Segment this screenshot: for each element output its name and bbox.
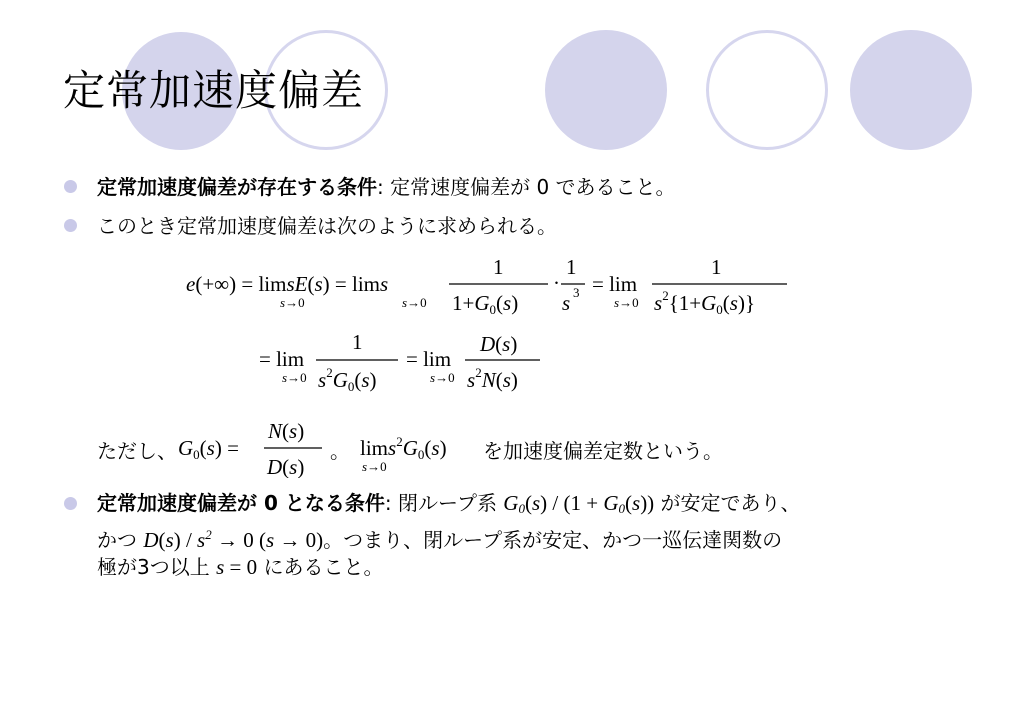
- d-over-s2-expression: $D(s) / s^2 \to 0$ (s → 0): [143, 527, 324, 552]
- svg-text:s→0: s→0: [402, 295, 427, 310]
- svg-text:= lim: = lim: [406, 347, 452, 371]
- svg-text:= lim: = lim: [259, 347, 305, 371]
- bullet-3-line3-end: にあること。: [257, 555, 384, 579]
- svg-text:·: ·: [553, 271, 560, 295]
- svg-text:s2G0(s): $s^2G0(s)$: [318, 365, 377, 394]
- svg-text:D(s): D(s): [480, 332, 518, 356]
- svg-text:1: 1: [493, 255, 504, 279]
- svg-text:1+G0(s): 1+G0(s): [452, 291, 519, 317]
- svg-text:1: 1: [566, 255, 577, 279]
- svg-text:G0(s) =: G0(s) =: [178, 436, 239, 462]
- bullet-3-line2-start: かつ: [97, 528, 144, 552]
- s-equals-zero: s = 0: [216, 555, 258, 579]
- svg-text:e(+∞) = limsE(s) = lims: e(+∞) = limsE(s) = lims: [186, 272, 389, 296]
- bullet-3-after-tf: が安定であり、: [654, 491, 801, 515]
- bullet-3-line3-start: 極が3つ以上: [97, 555, 217, 579]
- bullet-3-line-3: [97, 554, 383, 580]
- bullet-3-line-1: [97, 490, 801, 522]
- bullet-1-bold: 定常加速度偏差が存在する条件: [97, 175, 377, 199]
- bullet-3-bold: 定常加速度偏差が 0 となる条件: [97, 491, 385, 515]
- svg-text:s: s: [562, 291, 571, 315]
- closed-loop-tf: $G_0(s) / (1 + G_0(s))$: [503, 491, 655, 516]
- slide-title: 定常加速度偏差: [63, 66, 365, 115]
- bullet-3-line-2: [97, 522, 782, 553]
- bullet-2: このとき定常加速度偏差は次のように求められる。: [97, 214, 557, 238]
- note-prefix: ただし、: [97, 439, 177, 463]
- svg-text:s2{1+G0(s)}: $s^2\{1+G0(s)\}$: [654, 288, 756, 317]
- svg-text:s→0: s→0: [614, 295, 639, 310]
- svg-text:s2N(s): $s^2N(s)$: [467, 365, 518, 392]
- svg-text:D(s): D(s): [267, 455, 305, 478]
- svg-text:s→0: s→0: [280, 295, 305, 310]
- svg-text:N(s): N(s): [268, 419, 305, 443]
- note-suffix: を加速度偏差定数という。: [483, 439, 723, 463]
- svg-text:3: 3: [573, 285, 580, 300]
- bullet-1-rest: : 定常速度偏差が 0 であること。: [377, 175, 676, 199]
- bullet-3-line2-end: 。つまり、閉ループ系が安定、かつ一巡伝達関数の: [323, 528, 783, 552]
- svg-text:1: 1: [352, 330, 363, 354]
- svg-text:s→0: s→0: [430, 370, 455, 385]
- svg-text:= lim: = lim: [592, 272, 638, 296]
- svg-text:s→0: s→0: [362, 459, 387, 474]
- svg-text:s→0: s→0: [282, 370, 307, 385]
- note-mid: 。: [330, 439, 350, 463]
- bullet-3-colon: : 閉ループ系: [384, 491, 504, 515]
- svg-text:1: 1: [711, 255, 722, 279]
- bullet-dot-3: [64, 497, 77, 510]
- svg-text:lims2G0(s): lims$^2$G0(s): [360, 434, 447, 462]
